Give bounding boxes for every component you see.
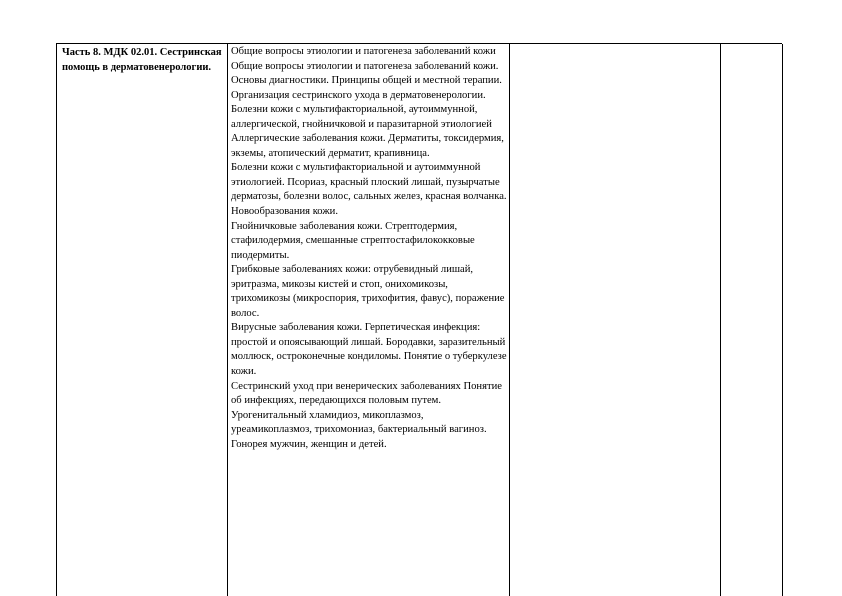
topic-allergic-diseases: Аллергические заболевания кожи. Дерматиты, токсидермия, экземы, атопический дерматит, крапивница. [231,133,504,159]
curriculum-table [56,43,782,596]
topic-general-diagnostics: Общие вопросы этиологии и патогенеза заболеваний кожи. Основы диагностики. Принципы общей и местной терапии. Организация сестринского ухода в дерматовенерологии. [231,60,502,101]
column-4-cell [720,44,782,596]
topic-heading-general: Общие вопросы этиологии и патогенеза заболеваний кожи [231,46,496,57]
topic-pyoderma: Гнойничковые заболевания кожи. Стрептодермия, стафилодермия, смешанные стрептостафилококковые пиодермиты. [231,220,475,261]
topic-venereal-diseases: Сестринский уход при венерических заболеваниях Понятие об инфекциях, передающихся половым путем. Урогенитальный хламидиоз, микоплазмоз, уреамикоплазмоз, трихомониаз, бактериальный вагиноз. Гонорея мужчин, женщин и детей. [231,380,502,450]
topic-autoimmune-diseases: Болезни кожи с мультифакториальной и аутоиммунной этиологией. Псориаз, красный плоский лишай, пузырчатые дерматозы, болезни волос, сальных желез, красная волчанка. Новообразования кожи. [231,162,507,218]
topic-fungal-diseases: Грибковые заболеваниях кожи: отрубевидный лишай, эритразма, микозы кистей и стоп, онихомикозы, трихомикозы (микроспория, трихофития, фавус), поражение волос. [231,264,505,319]
column-3-cell [509,44,720,596]
table-border-right [782,44,783,596]
topic-heading-skin-diseases: Болезни кожи с мультифакториальной, аутоиммунной, аллергической, гнойничковой и паразитарной этиологией [231,104,492,130]
topic-viral-diseases: Вирусные заболевания кожи. Герпетическая инфекция: простой и опоясывающий лишай. Бородавки, заразительный моллюск, остроконечные кондиломы. Понятие о туберкулезе кожи. [231,322,507,378]
section-cell [56,44,227,596]
section-title: Часть 8. МДК 02.01. Сестринская помощь в дерматовенерологии. [62,47,222,73]
topics-cell [227,44,509,596]
